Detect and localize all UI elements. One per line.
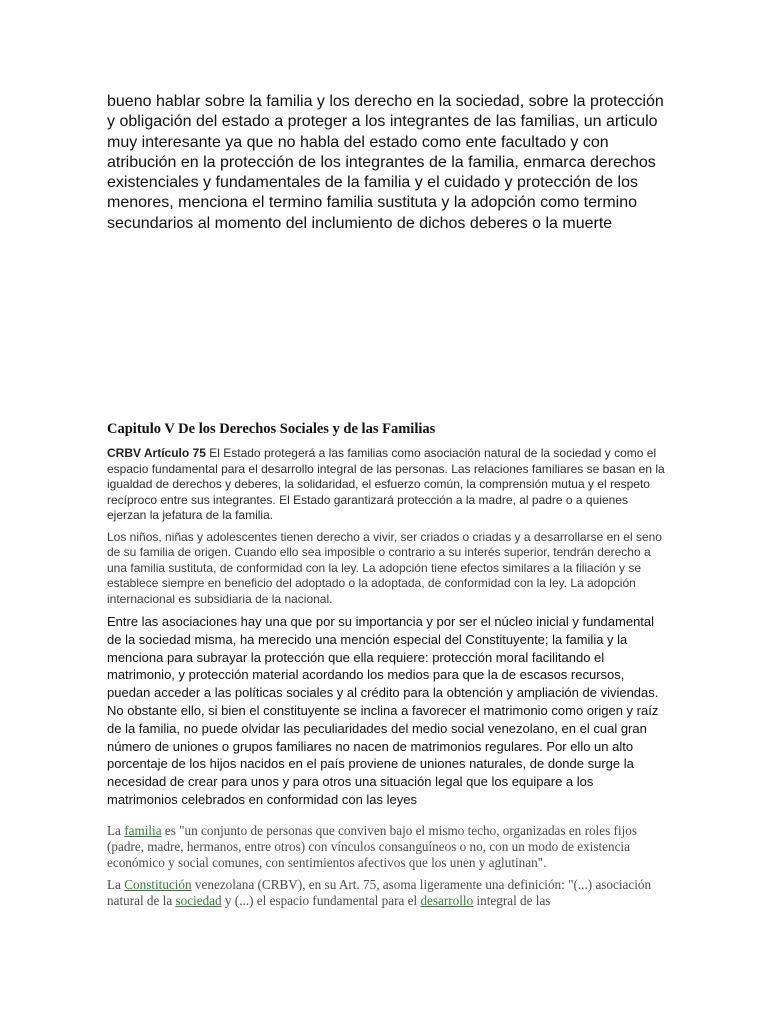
familia-link[interactable]: familia (124, 823, 162, 838)
intro-paragraph: bueno hablar sobre la familia y los derecho en la sociedad, sobre la protección y obligación del estado a proteger a los integrantes de las familias, un articulo muy interesante ya que no habla del estado como ente facultado y con atribución en la protección de los integrantes de la familia, enmarca derechos existenciales y fundamentales de la familia y el cuidado y protección de los menores, menciona el termino familia sustituta y la adopción como termino secundarios al momento del inclumiento de dichos deberes o la muerte (107, 93, 664, 232)
definition1-pre: La (107, 823, 125, 838)
article-label: CRBV Artículo 75 (107, 446, 206, 460)
definition2-mid1: venezolana (CRBV), en su Art. 75, asoma ligeramente una definición: "(...) asociación natural de la (107, 877, 652, 908)
constitucion-link[interactable]: Constitución (124, 877, 192, 892)
article-75-paragraph (107, 446, 667, 524)
definition2-pre: La (107, 877, 125, 892)
definition1-post: es "un conjunto de personas que conviven bajo el mismo techo, organizadas en roles fijos (padre, madre, hermanos, entre otros) con vínculos consanguíneos o no, con un modo de existencia económico y social comunes, con sentimientos afectivos que los unen y aglutinan". (107, 823, 637, 870)
definition2-post: integral de las (473, 892, 551, 908)
family-definition-paragraph (107, 823, 667, 870)
sociedad-link[interactable]: sociedad (175, 892, 222, 908)
children-rights-paragraph: Los niños, niñas y adolescentes tienen derecho a vivir, ser criados o criadas y a desarrollarse en el seno de su familia de origen. Cuando ello sea imposible o contrario a su interés superior, tendrán derecho a una familia sustituta, de conformidad con la ley. La adopción tiene efectos similares a la filiación y se establece siempre en beneficio del adoptado o la adoptada, de conformidad con la ley. La adopción internacional es subsidiaria de la nacional. (107, 530, 662, 606)
definition2-mid2: y (...) el espacio fundamental para el (221, 892, 421, 908)
chapter-heading: Capitulo V De los Derechos Sociales y de las Familias (107, 421, 436, 437)
constitution-definition-paragraph (107, 877, 667, 909)
desarrollo-link[interactable]: desarrollo (420, 892, 474, 908)
commentary-paragraph: Entre las asociaciones hay una que por su importancia y por ser el núcleo inicial y fundamental de la sociedad misma, ha merecido una mención especial del Constituyente; la familia y la menciona para subrayar la protección que ella requiere: protección moral facilitando el matrimonio, y protección material acordando los medios para que la de escasos recursos, puedan acceder a las políticas sociales y al crédito para la obtención y ampliación de viviendas. No obstante ello, si bien el constituyente se inclina a favorecer el matrimonio como origen y raíz de la familia, no puede olvidar las peculiaridades del medio social venezolano, en el cual gran número de uniones o grupos familiares no nacen de matrimonios regulares. Por ello un alto porcentaje de los hijos nacidos en el país proviene de uniones naturales, de donde surge la necesidad de crear para unos y para otros una situación legal que los equipare a los matrimonios celebrados en conformidad con las leyes (107, 614, 659, 807)
article-75-text: El Estado protegerá a las familias como asociación natural de la sociedad y como el espacio fundamental para el desarrollo integral de las personas. Las relaciones familiares se basan en la igualdad de derechos y deberes, la solidaridad, el esfuerzo común, la comprensión mutua y el respeto recíproco entre sus integrantes. El Estado garantizará protección a la madre, al padre o a quienes ejerzan la jefatura de la familia. (107, 446, 665, 523)
